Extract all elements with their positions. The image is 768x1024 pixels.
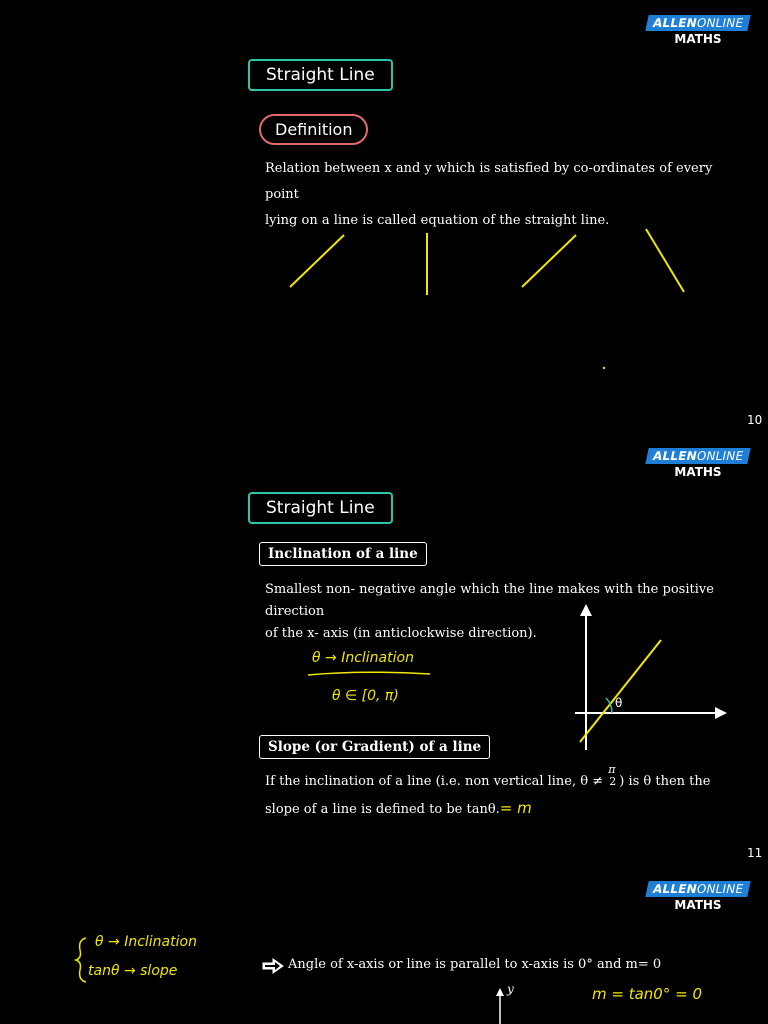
slide-title: Straight Line xyxy=(248,59,393,91)
handwritten-range: θ ∈ [0, π) xyxy=(332,688,399,704)
brand-name: ALLENONLINE xyxy=(645,881,751,897)
angle-label: θ xyxy=(615,696,623,710)
inclination-line-2: of the x- axis (in anticlockwise direction). xyxy=(265,626,537,641)
note-slope: tanθ → slope xyxy=(88,963,178,979)
section-pill-definition: Definition xyxy=(259,114,368,145)
slope-line-1: If the inclination of a line (i.e. non vertical line, θ ≠ π 2 ) is θ then the xyxy=(265,769,745,795)
heading-inclination: Inclination of a line xyxy=(259,542,427,566)
bullet-text: Angle of x-axis or line is parallel to x-axis is 0° and m= 0 xyxy=(288,957,662,972)
heading-slope: Slope (or Gradient) of a line xyxy=(259,735,490,759)
fraction-denominator: 2 xyxy=(609,775,617,788)
note-inclination: θ → Inclination xyxy=(95,934,197,950)
brand-name: ALLENONLINE xyxy=(645,15,751,31)
brand-name: ALLENONLINE xyxy=(645,448,751,464)
definition-line-2: lying on a line is called equation of the straight line. xyxy=(265,213,610,228)
y-axis-label: y xyxy=(507,982,514,996)
handwritten-slope-zero: m = tan0° = 0 xyxy=(592,985,702,1003)
slide-title: Straight Line xyxy=(248,492,393,524)
brand-subject: MATHS xyxy=(674,465,722,479)
handwritten-inclination: θ → Inclination xyxy=(312,650,414,666)
brand-subject: MATHS xyxy=(674,32,722,46)
definition-line-1: Relation between x and y which is satisfied by co-ordinates of every point xyxy=(265,161,713,202)
page-number-10: 10 xyxy=(747,413,763,427)
brand-subject: MATHS xyxy=(674,898,722,912)
slope-line-2: slope of a line is defined to be tanθ.= m xyxy=(265,799,532,817)
inclination-line-1: Smallest non- negative angle which the line makes with the positive direction xyxy=(265,582,714,619)
handwritten-m: = m xyxy=(499,799,532,817)
fraction-numerator: π xyxy=(608,763,616,776)
page-number-11: 11 xyxy=(747,846,763,860)
